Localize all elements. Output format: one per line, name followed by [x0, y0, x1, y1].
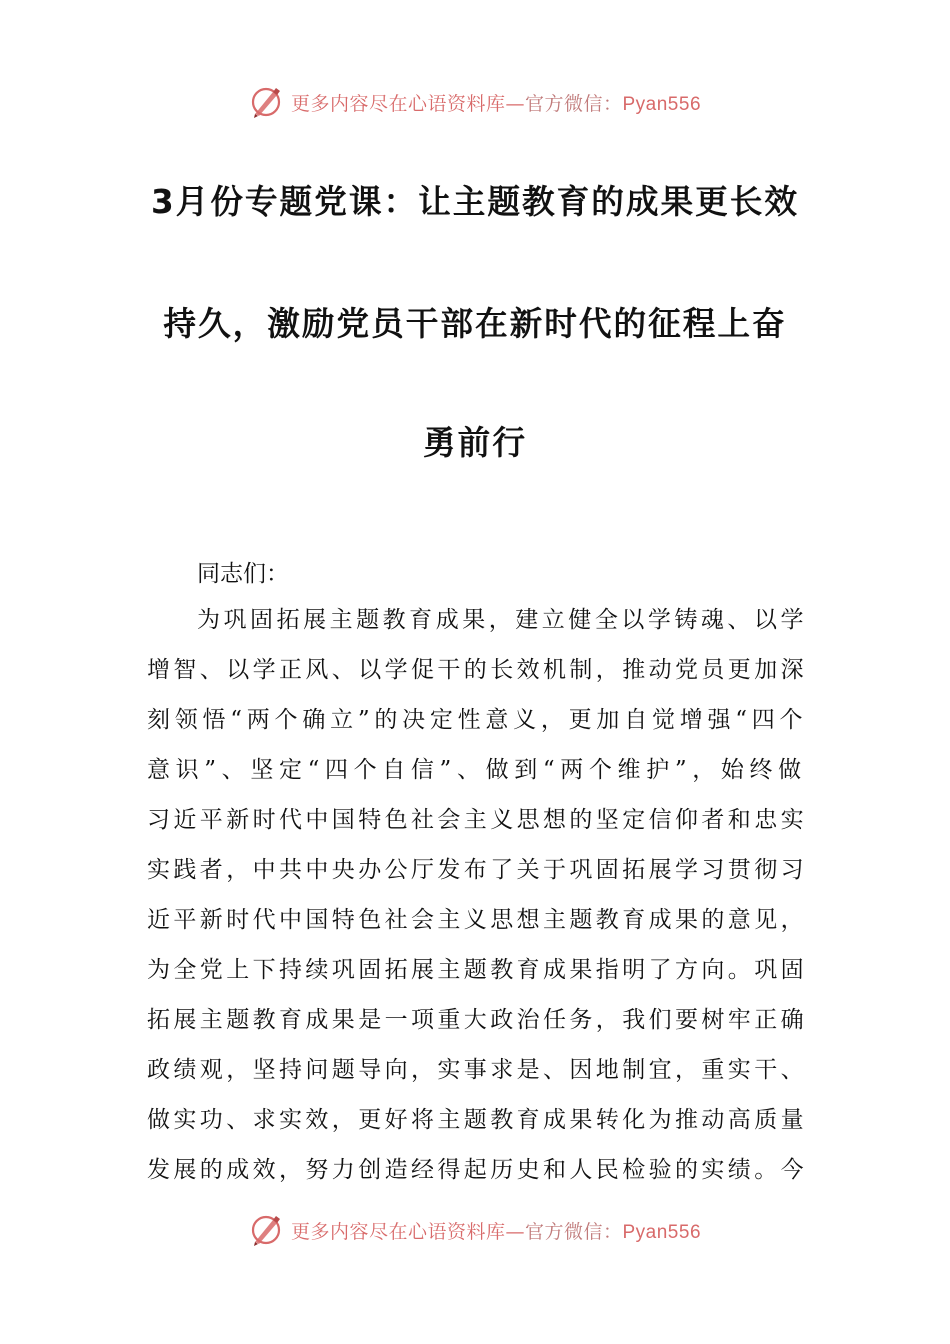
page-title-line-2: 持久，激励党员干部在新时代的征程上奋 [163, 304, 787, 343]
watermark-wechat-id: Pyan556 [622, 1221, 702, 1243]
paragraph-line: 习近平新时代中国特色社会主义思想的坚定信仰者和忠实 [147, 807, 807, 833]
watermark-text [291, 1217, 701, 1244]
paragraph-line: 政绩观，坚持问题导向，实事求是、因地制宜，重实干、 [147, 1057, 807, 1083]
paragraph-line: 为巩固拓展主题教育成果，建立健全以学铸魂、以学 [197, 607, 807, 633]
watermark-text [291, 89, 701, 116]
paragraph-line: 刻领悟“两个确立”的决定性意义，更加自觉增强“四个 [147, 707, 808, 733]
paragraph-line: 意识”、坚定“四个自信”、做到“两个维护”，始终做 [147, 757, 807, 783]
paragraph-line: 增智、以学正风、以学促干的长效机制，推动党员更加深 [147, 657, 807, 683]
page-title-line-3: 勇前行 [423, 423, 527, 462]
paragraph-line: 为全党上下持续巩固拓展主题教育成果指明了方向。巩固 [147, 957, 807, 983]
paragraph-line: 拓展主题教育成果是一项重大政治任务，我们要树牢正确 [147, 1007, 807, 1033]
paragraph-line: 做实功、求实效，更好将主题教育成果转化为推动高质量 [147, 1107, 807, 1133]
watermark-wechat-id: Pyan556 [622, 93, 702, 115]
salutation: 同志们： [197, 561, 289, 587]
watermark-separator: — [505, 92, 525, 115]
pen-circle-icon [249, 84, 285, 120]
watermark-wechat-label: 官方微信： [524, 92, 623, 115]
watermark-wechat-label: 官方微信： [524, 1220, 623, 1243]
watermark-site-name: 更多内容尽在心语资料库 [290, 92, 506, 115]
watermark-site-name: 更多内容尽在心语资料库 [290, 1220, 506, 1243]
paragraph-line: 发展的成效，努力创造经得起历史和人民检验的实绩。今 [147, 1157, 807, 1183]
footer-watermark-banner [0, 1210, 950, 1250]
page-title-line-1: 3月份专题党课：让主题教育的成果更长效 [150, 182, 800, 221]
paragraph-line: 实践者，中共中央办公厅发布了关于巩固拓展学习贯彻习 [147, 857, 807, 883]
header-watermark-banner [0, 82, 950, 122]
pen-circle-icon [249, 1212, 285, 1248]
paragraph-line: 近平新时代中国特色社会主义思想主题教育成果的意见， [147, 907, 807, 933]
watermark-separator: — [505, 1220, 525, 1243]
